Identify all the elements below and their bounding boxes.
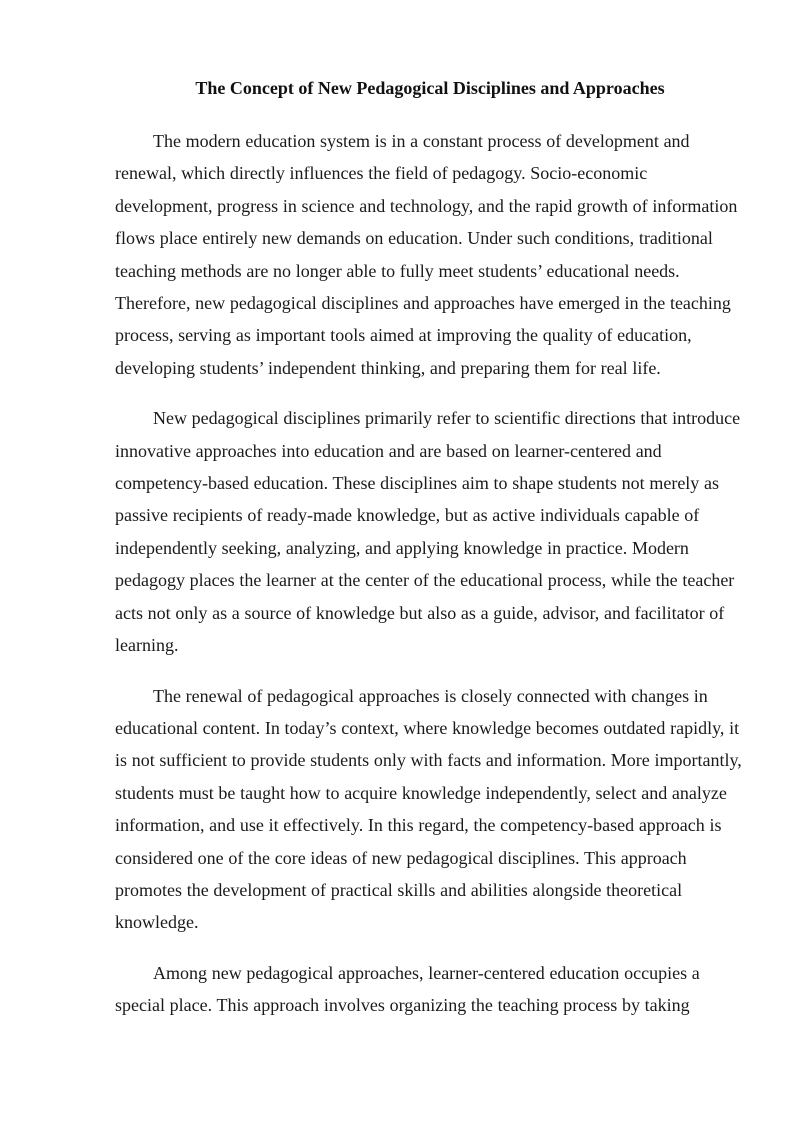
paragraph-2: New pedagogical disciplines primarily refer to scientific directions that introduce innovative approaches into education and are based on learner-centered and competency-based education. These disciplines aim to shape students not merely as passive recipients of ready-made knowledge, but as active individuals capable of independently seeking, analyzing, and applying knowledge in practice. Modern pedagogy places the learner at the center of the educational process, while the teacher acts not only as a source of knowledge but also as a guide, advisor, and facilitator of learning. [115,408,741,656]
paragraph-3: The renewal of pedagogical approaches is closely connected with changes in educational content. In today’s context, where knowledge becomes outdated rapidly, it is not sufficient to provide students only with facts and information. More importantly, students must be taught how to acquire knowledge independently, select and analyze information, and use it effectively. In this regard, the competency-based approach is considered one of the core ideas of new pedagogical disciplines. This approach promotes the development of practical skills and abilities alongside theoretical knowledge. [115,685,742,933]
document-title: The Concept of New Pedagogical Disciplines and Approaches [195,78,665,98]
paragraph-1: The modern education system is in a constant process of development and renewal, which directly influences the field of pedagogy. Socio-economic development, progress in science and technology, and the rapid growth of information flows place entirely new demands on education. Under such conditions, traditional teaching methods are no longer able to fully meet students’ educational needs. Therefore, new pedagogical disciplines and approaches have emerged in the teaching process, serving as important tools aimed at improving the quality of education, developing students’ independent thinking, and preparing them for real life. [115,131,738,378]
document-body [115,72,745,1040]
paragraph-4: Among new pedagogical approaches, learner-centered education occupies a special place. This approach involves organizing the teaching process by taking [115,962,700,1016]
